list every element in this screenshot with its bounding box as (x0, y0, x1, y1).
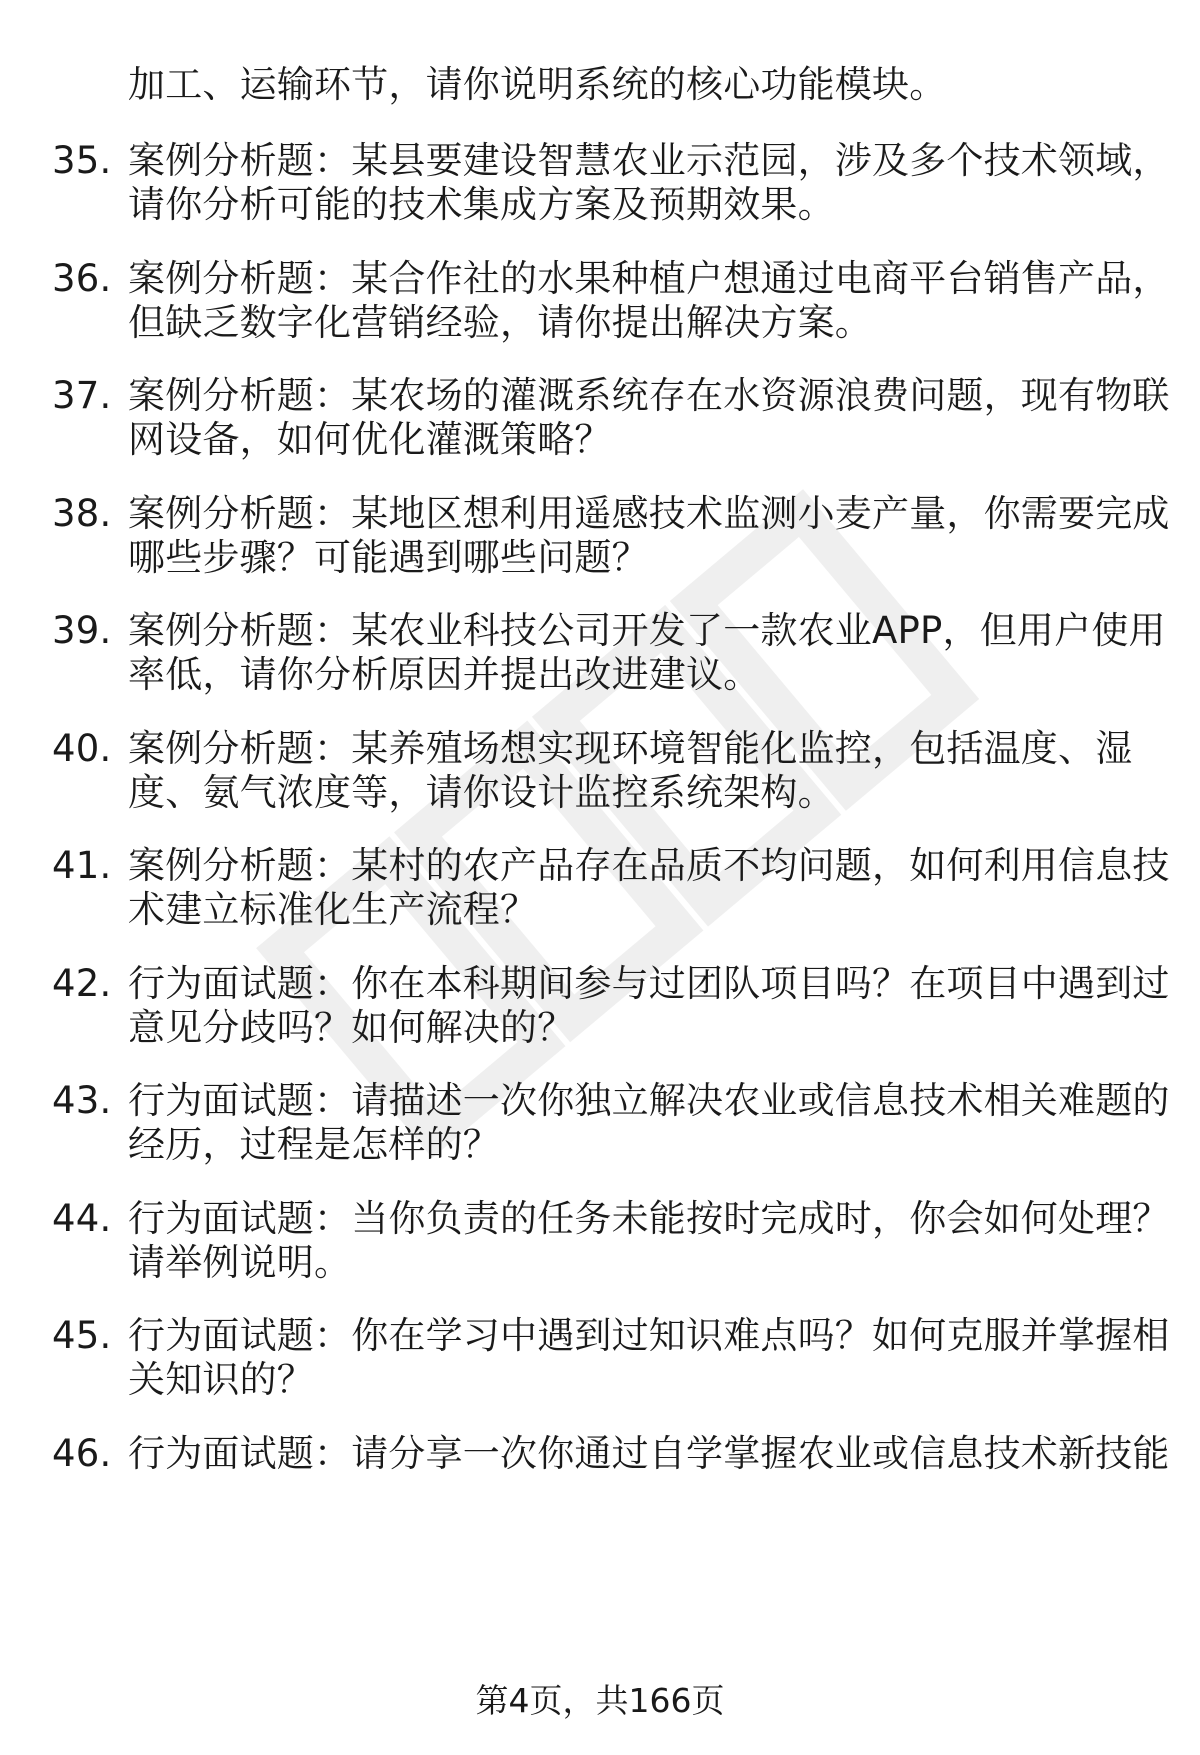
item-number: 44. (52, 1197, 112, 1240)
item-text-line: 请举例说明。 (128, 1241, 352, 1284)
item-text-line: 案例分析题：某农业科技公司开发了一款农业APP，但用户使用 (128, 609, 1166, 652)
item-number: 35. (52, 139, 112, 182)
item-number: 37. (52, 374, 112, 417)
item-text-line: 意见分歧吗？如何解决的？ (128, 1006, 575, 1049)
item-text-line: 行为面试题：请分享一次你通过自学掌握农业或信息技术新技能 (128, 1432, 1170, 1475)
item-text-line: 关知识的？ (128, 1358, 314, 1401)
item-text-line: 请你分析可能的技术集成方案及预期效果。 (128, 183, 835, 226)
item-text-line: 行为面试题：请描述一次你独立解决农业或信息技术相关难题的 (128, 1079, 1170, 1122)
item-text-line: 经历，过程是怎样的？ (128, 1123, 500, 1166)
page-footer: 第4页，共166页 (475, 1681, 725, 1720)
item-number: 46. (52, 1432, 112, 1475)
item-number: 40. (52, 727, 112, 770)
item-text-line: 案例分析题：某农场的灌溉系统存在水资源浪费问题，现有物联 (128, 374, 1170, 417)
item-number: 36. (52, 257, 112, 300)
item-text-line: 案例分析题：某村的农产品存在品质不均问题，如何利用信息技 (128, 844, 1170, 887)
item-number: 42. (52, 962, 112, 1005)
item-number: 38. (52, 492, 112, 535)
item-text-line: 行为面试题：你在学习中遇到过知识难点吗？如何克服并掌握相 (128, 1314, 1170, 1357)
item-text-line: 术建立标准化生产流程？ (128, 888, 538, 931)
item-text-line: 案例分析题：某合作社的水果种植户想通过电商平台销售产品， (128, 257, 1170, 300)
continuation-text: 加工、运输环节，请你说明系统的核心功能模块。 (128, 63, 947, 106)
item-text-line: 但缺乏数字化营销经验，请你提出解决方案。 (128, 301, 872, 344)
item-text-line: 率低，请你分析原因并提出改进建议。 (128, 653, 761, 696)
item-number: 43. (52, 1079, 112, 1122)
item-number: 39. (52, 609, 112, 652)
item-number: 41. (52, 844, 112, 887)
item-number: 45. (52, 1314, 112, 1357)
item-text-line: 案例分析题：某养殖场想实现环境智能化监控，包括温度、湿 (128, 727, 1133, 770)
item-text-line: 案例分析题：某县要建设智慧农业示范园，涉及多个技术领域， (128, 139, 1170, 182)
item-text-line: 行为面试题：当你负责的任务未能按时完成时，你会如何处理？ (128, 1197, 1170, 1240)
item-text-line: 网设备，如何优化灌溉策略？ (128, 418, 612, 461)
item-text-line: 哪些步骤？可能遇到哪些问题？ (128, 536, 649, 579)
item-text-line: 行为面试题：你在本科期间参与过团队项目吗？在项目中遇到过 (128, 962, 1170, 1005)
item-text-line: 案例分析题：某地区想利用遥感技术监测小麦产量，你需要完成 (128, 492, 1170, 535)
item-text-line: 度、氨气浓度等，请你设计监控系统架构。 (128, 771, 835, 814)
